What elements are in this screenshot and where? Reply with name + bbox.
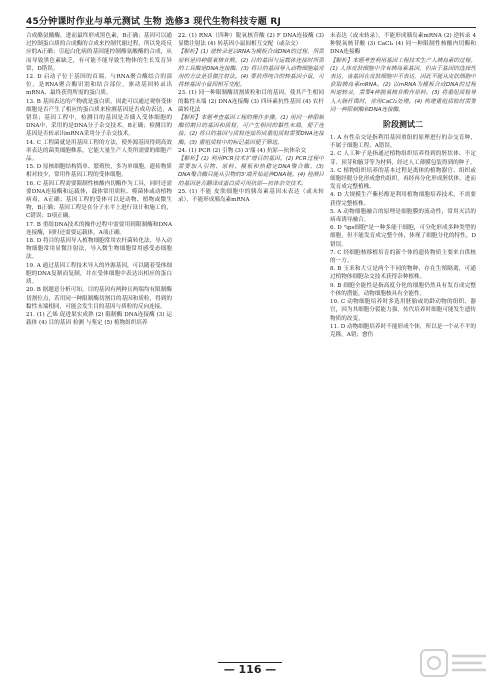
header-title: 45分钟课时作业与单元测试 生物 选修3 现代生物科技专题 RJ — [26, 17, 281, 27]
paragraph: 9. B 细胞全能性是指高度分化的细胞仍然具有发育成完整个体的潜能，动物细胞核具有全能性。 — [330, 282, 476, 297]
column-1 — [26, 32, 172, 647]
paragraph: 6. D "ips细胞"是一种多能干细胞，可分化形成多种类型的细胞，但不能发育成完整个体，体现了细胞分化的特性，D错误。 — [330, 225, 476, 248]
paragraph: 10. C 动物细胞培养时多选用胚胎或幼龄动物的组织、器官，因为其细胞分裂能力强，传代培养时细胞可能发生遗传物质的改变。 — [330, 299, 476, 322]
explanation: 【解析】(1) 逆转录是以RNA为模板合成DNA的过程，所需原料是四种脱氧核苷酸。(2) 目的基因与运载体连接时所需的工具酶是DNA连接酶。(3) 将目的基因导入动物细胞最常用的方法是显微注射法。(4) 要获得纯合的转基因小鼠，可将转基因小鼠间相互交配。 — [178, 49, 324, 89]
paragraph: 22. (1) RNA（四种）脱氧核苷酸 (2) F DNA连接酶 (3) 显微注射法 (4) 转基因小鼠间相互交配（或杂交） — [178, 33, 324, 48]
section-title: 阶段测试二 — [383, 120, 423, 130]
paragraph: 15. D 原核细胞结构简单、繁殖快，多为单细胞，遗传物质相对较少，常用作基因工程的受体细胞。 — [26, 164, 172, 179]
paragraph: 11. D 动物细胞培养时不能形成个体，所以是一个从不平的克隆。A错；愈伤 — [330, 323, 476, 338]
explanation: 【解析】本题考查利用基因工程技术生产人胰岛素的过程。(1) 人体皮肤细胞中含有胰岛素基因，但由于基因的选择性表达，该基因在皮肤细胞中不表达，因此不能从皮肤细胞中获取胰岛素mRNA。(2) 以mRNA为模板合成DNA的过程叫逆转录，需要4种脱氧核苷酸作原料。(3) 将重组质粒导入大肠杆菌时，常用CaCl₂处理。(4) 构建重组质粒时需要同一种限制酶和DNA连接酶。 — [330, 57, 476, 113]
paragraph: 19. A 通过基因工程技术导入的外源基因，可以随着受体细胞的DNA复制而复制，并在受体细胞中表达出相应的蛋白质。 — [26, 262, 172, 286]
paragraph: 17. B 重组DNA技术的操作过程中需要用到限制酶和DNA连接酶，同时还需要运载体，A项正确。 — [26, 221, 172, 236]
paragraph: 20. B 据题意分析可知，目的基因有两种且两端均有限制酶切割位点，若用同一种限制酶切割目的基因和质粒，得到的黏性末端相同，可能会发生目的基因与质粒的反向连接。 — [26, 287, 172, 310]
paragraph: 8. B 玉米和大豆是两个不同的物种，存在生殖隔离，可通过植物体细胞杂交技术获得杂种植株。 — [330, 266, 476, 281]
paragraph: 7. C 经细胞核移植培育的新个体的遗传物质主要来自供核的一方。 — [330, 249, 476, 265]
paragraph: 14. C 工程菌就是用基因工程的方法，使外源基因得到高效率表达的菌类细胞株系，它能大量生产人类所需要的细胞产品。 — [26, 139, 172, 163]
paragraph: 5. A 动物细胞融合的原理是细胞膜的流动性，常用灭活的病毒诱导融合。 — [330, 208, 476, 224]
paragraph: 23. (1) 同一种限制酶切割质粒和目的基因，使其产生相同的黏性末端 (2) DNA连接酶 (3) 四环素抗性基因 (4) 农杆菌转化法 — [178, 90, 324, 113]
paragraph: 24. (1) PCR (2) 引物 (3) 3'端 (4) 抗原—抗体杂交 — [178, 147, 307, 154]
answer-columns — [26, 32, 476, 647]
paragraph: 18. D 将目的基因导入植物细胞常用农杆菌转化法，导入动物细胞常用显微注射法，导入微生物细胞常用感受态细胞法。 — [26, 238, 172, 261]
paragraph: 2. C 人工种子是指通过植物组织培养得到的胚状体、不定芽、顶芽和腋芽等为材料，经过人工薄膜包装得到的种子。 — [330, 151, 476, 166]
paragraph: 16. C 基因工程需要限制性核酸内切酶作为工具，同时还需要DNA连接酶和运载体，载体常用质粒、噬菌体或动植物病毒，A正确；基因工程的受体可以是动物、植物或微生物，B正确；基因工程是在分子水平上进行设计和施工的，C错误；D项正确。 — [26, 180, 172, 220]
column-3 — [330, 32, 476, 647]
explanation: 【解析】本题考查基因工程的操作步骤。(1) 用同一种限制酶切割目的基因和质粒，可产生相同的黏性末端，便于连接。(2) 将目的基因与质粒连接形成重组质粒需要DNA连接酶。(3) 重组质粒中的标记基因便于筛选。 — [178, 115, 324, 146]
paragraph: 3. C 植物组织培养的基本过程是离体的植物器官、组织或细胞经脱分化形成愈伤组织，再经再分化形成胚状体，进而发育成完整植株。 — [330, 167, 476, 191]
paragraph: 12. D 启动子位于基因的首端，与RNA聚合酶结合的部位，是RNA聚合酶识别和结合部位，驱动基因转录出mRNA，最终获得所需的蛋白质。 — [26, 74, 172, 97]
paragraph: 21. (1) 乙烯 促进果实成熟 (2) 限制酶 DNA连接酶 (3) 运载体 (4) 目的基因 检测 与鉴定 (5) 植物组织培养 — [26, 311, 172, 327]
paragraph: 1. A 有性杂交是指利用基因重组的原理进行的杂交育种，不属于细胞工程，A错误。 — [330, 135, 476, 150]
explanation: 【解析】(1) 利用PCR技术扩增目的基因。(2) PCR过程中需要加入引物、原料、模板和热稳定DNA聚合酶。(3) DNA聚合酶只能从引物的3'端开始延伸DNA链。(4) 检测目的基因是否翻译成蛋白质可用抗原—抗体杂交技术。 — [178, 156, 324, 187]
paragraph: 13. B 基因表达的产物就是蛋白质，因此可以通过观察受体细胞是否产生了相应的蛋白质来检测基因是否成功表达，A错误；基因工程中，检测目的基因是否插入受体细胞的DNA中，采用的是DNA分子杂交技术，B正确；检测目的基因是否转录出mRNA采用分子杂交技术。 — [26, 98, 172, 138]
watermark-logo — [420, 646, 490, 680]
page-header — [26, 10, 476, 28]
page-number: — 116 — — [218, 662, 283, 676]
paragraph: 合成酪氨酸酶，进而最终形成黑色素，B正确；基因可以通过控制蛋白质的合成酶的合成来控制代谢过程，所以免疫反应的A正确；引起白化病的基因能控制酪氨酸酶的合成，从而导致黑色素缺乏，有可能不能导致生物体的生长发育异常，D错误。 — [26, 33, 172, 72]
paragraph: 未表达（或未转录），不能形成胰岛素mRNA (2) 逆转录 4种脱氧核苷酸 (3) CaCl₂ (4) 同一种限制性核酸内切酶和DNA连接酶 — [330, 33, 476, 56]
column-2 — [178, 32, 324, 647]
paragraph: 25. (1) 不能 皮肤细胞中的胰岛素基因未表达（或未转录），不能形成胰岛素mRNA — [178, 188, 324, 204]
paragraph: 4. D 大规模生产紫杉醇是利用植物细胞培养技术，不需要获得完整植株。 — [330, 192, 476, 207]
